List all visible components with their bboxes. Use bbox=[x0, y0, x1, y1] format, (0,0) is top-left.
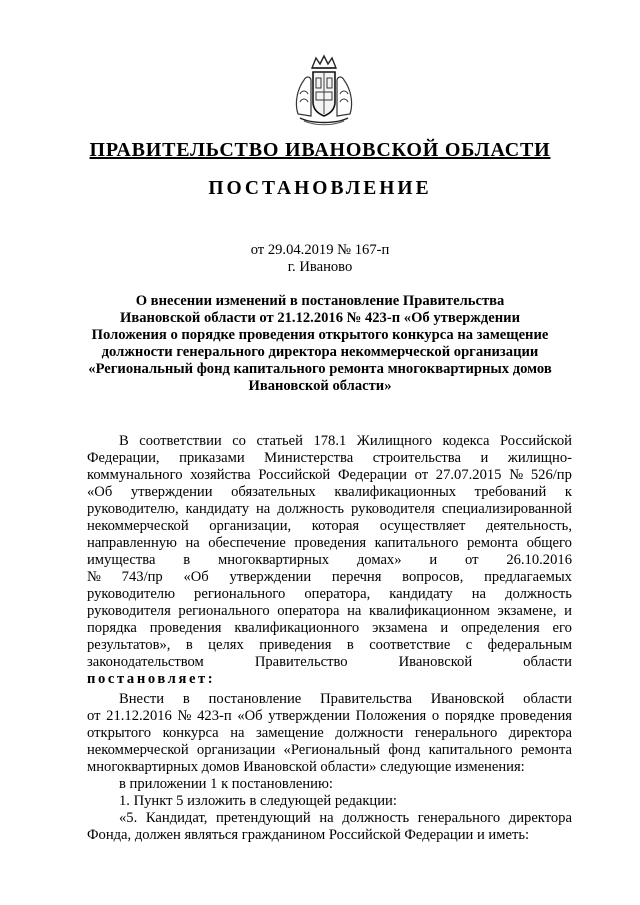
word: В bbox=[119, 433, 129, 449]
paragraph-last-line: многоквартирных домов Ивановской области» следующие изменения: bbox=[87, 759, 525, 775]
word: директора bbox=[508, 725, 572, 741]
justified-text-line bbox=[87, 654, 572, 671]
word: целях bbox=[208, 637, 244, 653]
word: № bbox=[177, 708, 192, 724]
justified-text-line bbox=[87, 467, 572, 484]
word: должность bbox=[277, 501, 345, 517]
justified-text-line bbox=[87, 484, 572, 501]
word: области bbox=[523, 654, 572, 670]
decree-word: постановляет: bbox=[87, 671, 213, 687]
word: осуществляет bbox=[379, 518, 466, 534]
word: на bbox=[230, 725, 245, 741]
justified-text-line bbox=[87, 518, 572, 535]
word: кандидату bbox=[389, 586, 453, 602]
justified-text-line bbox=[87, 450, 572, 467]
word: на bbox=[185, 535, 200, 551]
word: обязательных bbox=[231, 484, 316, 500]
word: капитального bbox=[374, 535, 459, 551]
word: на bbox=[255, 501, 271, 517]
word: Ивановской bbox=[430, 691, 505, 707]
word: конкурса bbox=[162, 725, 219, 741]
word: его bbox=[552, 620, 572, 636]
word: квалификационных bbox=[334, 484, 457, 500]
word: должность bbox=[342, 810, 410, 826]
word: замещение bbox=[256, 725, 324, 741]
word: экзамене, bbox=[497, 603, 557, 619]
word: ремонта bbox=[520, 742, 572, 758]
word: проведения bbox=[149, 620, 222, 636]
justified-text-line bbox=[87, 569, 572, 586]
word: хозяйства bbox=[190, 467, 251, 483]
word: коммунального bbox=[87, 467, 183, 483]
word: Жилищного bbox=[356, 433, 433, 449]
word: 26.10.2016 bbox=[506, 552, 572, 568]
word: и bbox=[429, 552, 438, 568]
word: направленную bbox=[87, 535, 177, 551]
justified-text-line bbox=[119, 810, 572, 827]
justified-text-line bbox=[87, 708, 572, 725]
title-line: «Региональный фонд капитального ремонта многоквартирных домов bbox=[88, 361, 552, 377]
decree-city: г. Иваново bbox=[287, 259, 353, 275]
word: статьей bbox=[256, 433, 303, 449]
justified-text-line bbox=[87, 586, 572, 603]
word: приведения bbox=[259, 637, 332, 653]
word: приказами bbox=[179, 450, 245, 466]
word: имущества bbox=[87, 552, 156, 568]
word: утверждении bbox=[130, 484, 213, 500]
word: на bbox=[347, 603, 362, 619]
word: постановление bbox=[208, 691, 302, 707]
justified-text-line bbox=[87, 637, 572, 654]
justified-text-line bbox=[87, 603, 572, 620]
word: вопросов, bbox=[402, 569, 464, 585]
word: 27.07.2015 bbox=[435, 467, 502, 483]
justified-text-line bbox=[87, 552, 572, 569]
justified-text-line bbox=[87, 742, 572, 759]
word: организации bbox=[196, 742, 276, 758]
word: деятельность, bbox=[485, 518, 572, 534]
word: жилищно- bbox=[507, 450, 572, 466]
word: «Об bbox=[183, 569, 209, 585]
word: 743/пр bbox=[121, 569, 163, 585]
word: требований bbox=[474, 484, 547, 500]
word: утверждении bbox=[229, 569, 312, 585]
word: в bbox=[346, 637, 354, 653]
word: квалификационного bbox=[234, 620, 360, 636]
word: руководителю, bbox=[87, 501, 179, 517]
word: ремонта bbox=[466, 535, 519, 551]
word: перечня bbox=[331, 569, 382, 585]
word: соответствии bbox=[139, 433, 222, 449]
word: федеральным bbox=[487, 637, 572, 653]
word: Министерства bbox=[264, 450, 354, 466]
word: квалификационном bbox=[368, 603, 490, 619]
word: Положения bbox=[355, 708, 427, 724]
word: 21.12.2016 bbox=[106, 708, 172, 724]
word: должности bbox=[335, 725, 404, 741]
word: которая bbox=[311, 518, 360, 534]
title-line: О внесении изменений в постановление Правительства bbox=[135, 293, 505, 309]
word: кодекса bbox=[442, 433, 490, 449]
decree-date-number: от 29.04.2019 № 167-п bbox=[250, 242, 390, 258]
document-type: ПОСТАНОВЛЕНИЕ bbox=[208, 178, 432, 199]
word: должность bbox=[505, 586, 572, 602]
word: многоквартирных bbox=[218, 552, 330, 568]
title-line: Ивановской области» bbox=[248, 378, 392, 394]
word: области bbox=[523, 691, 572, 707]
justified-text-line bbox=[119, 691, 572, 708]
word: и bbox=[440, 620, 449, 636]
word: претендующий bbox=[216, 810, 311, 826]
justified-text-line bbox=[119, 433, 572, 450]
word: со bbox=[232, 433, 246, 449]
justified-text-line bbox=[87, 535, 572, 552]
word: законодательством bbox=[87, 654, 204, 670]
word: некоммерческой bbox=[87, 742, 189, 758]
amendment-item: 1. Пункт 5 изложить в следующей редакции: bbox=[119, 793, 397, 809]
word: от bbox=[465, 552, 479, 568]
word: общего bbox=[526, 535, 572, 551]
word: Федерации bbox=[337, 467, 407, 483]
coat-of-arms-emblem bbox=[292, 54, 356, 126]
word: и bbox=[564, 603, 572, 619]
justified-text-line bbox=[87, 620, 572, 637]
word: руководителя bbox=[351, 501, 435, 517]
word: оператора bbox=[277, 603, 340, 619]
word: Правительство bbox=[254, 654, 348, 670]
word: 423-п bbox=[197, 708, 232, 724]
quote-last-line: Фонда, должен являться гражданином Российской Федерации и иметь: bbox=[87, 827, 530, 843]
word: «Об bbox=[87, 484, 113, 500]
word: проведения bbox=[500, 708, 572, 724]
word: с bbox=[465, 637, 473, 653]
government-name: ПРАВИТЕЛЬСТВО ИВАНОВСКОЙ ОБЛАСТИ bbox=[89, 139, 551, 161]
word: Ивановской bbox=[398, 654, 473, 670]
word: предлагаемых bbox=[484, 569, 572, 585]
word: открытого bbox=[87, 725, 152, 741]
word: регионального bbox=[194, 586, 286, 602]
word: проведения bbox=[294, 535, 367, 551]
word: соответствие bbox=[369, 637, 451, 653]
title-line: Положения о порядке проведения открытого конкурса на замещение bbox=[91, 327, 549, 343]
word: руководителя bbox=[87, 603, 171, 619]
word: порядке bbox=[444, 708, 495, 724]
title-line: должности генерального директора некоммерческой организации bbox=[101, 344, 539, 360]
word: домах» bbox=[356, 552, 402, 568]
word: № bbox=[509, 467, 524, 483]
word: результатов», bbox=[87, 637, 171, 653]
title-line: Ивановской области от 21.12.2016 № 423-п «Об утверждении bbox=[120, 310, 520, 326]
word: оператора, bbox=[304, 586, 371, 602]
word: специализированной bbox=[441, 501, 572, 517]
justified-text-line bbox=[87, 501, 572, 518]
word: определения bbox=[461, 620, 540, 636]
word: «Об bbox=[237, 708, 263, 724]
word: 178.1 bbox=[313, 433, 347, 449]
word: 526/пр bbox=[530, 467, 572, 483]
word: на bbox=[471, 586, 487, 602]
word: Внести bbox=[119, 691, 165, 707]
word: в bbox=[183, 552, 191, 568]
word: капитального bbox=[428, 742, 513, 758]
word: к bbox=[564, 484, 572, 500]
word: Российской bbox=[500, 433, 572, 449]
word: кандидату bbox=[185, 501, 249, 517]
word: обеспечение bbox=[208, 535, 286, 551]
word: экзамена bbox=[372, 620, 428, 636]
word: некоммерческой bbox=[87, 518, 189, 534]
word: от bbox=[414, 467, 429, 483]
word: строительства bbox=[372, 450, 461, 466]
word: Российской bbox=[258, 467, 331, 483]
word: регионального bbox=[178, 603, 270, 619]
word: утверждении bbox=[268, 708, 350, 724]
word: от bbox=[87, 708, 101, 724]
justified-text-line bbox=[87, 725, 572, 742]
word: № bbox=[87, 569, 101, 585]
word: фонд bbox=[388, 742, 421, 758]
word: в bbox=[185, 637, 193, 653]
word: генерального bbox=[417, 810, 501, 826]
word: о bbox=[431, 708, 440, 724]
word: порядка bbox=[87, 620, 137, 636]
word: генерального bbox=[414, 725, 498, 741]
word: «5. bbox=[119, 810, 138, 826]
word: Федерации, bbox=[87, 450, 160, 466]
word: в bbox=[182, 691, 190, 707]
word: «Региональный bbox=[283, 742, 381, 758]
word: на bbox=[319, 810, 334, 826]
word: Правительства bbox=[320, 691, 412, 707]
word: организации, bbox=[209, 518, 292, 534]
word: Кандидат, bbox=[145, 810, 208, 826]
amendment-intro: в приложении 1 к постановлению: bbox=[119, 776, 333, 792]
word: и bbox=[480, 450, 489, 466]
word: руководителю bbox=[87, 586, 175, 602]
word: директора bbox=[508, 810, 572, 826]
